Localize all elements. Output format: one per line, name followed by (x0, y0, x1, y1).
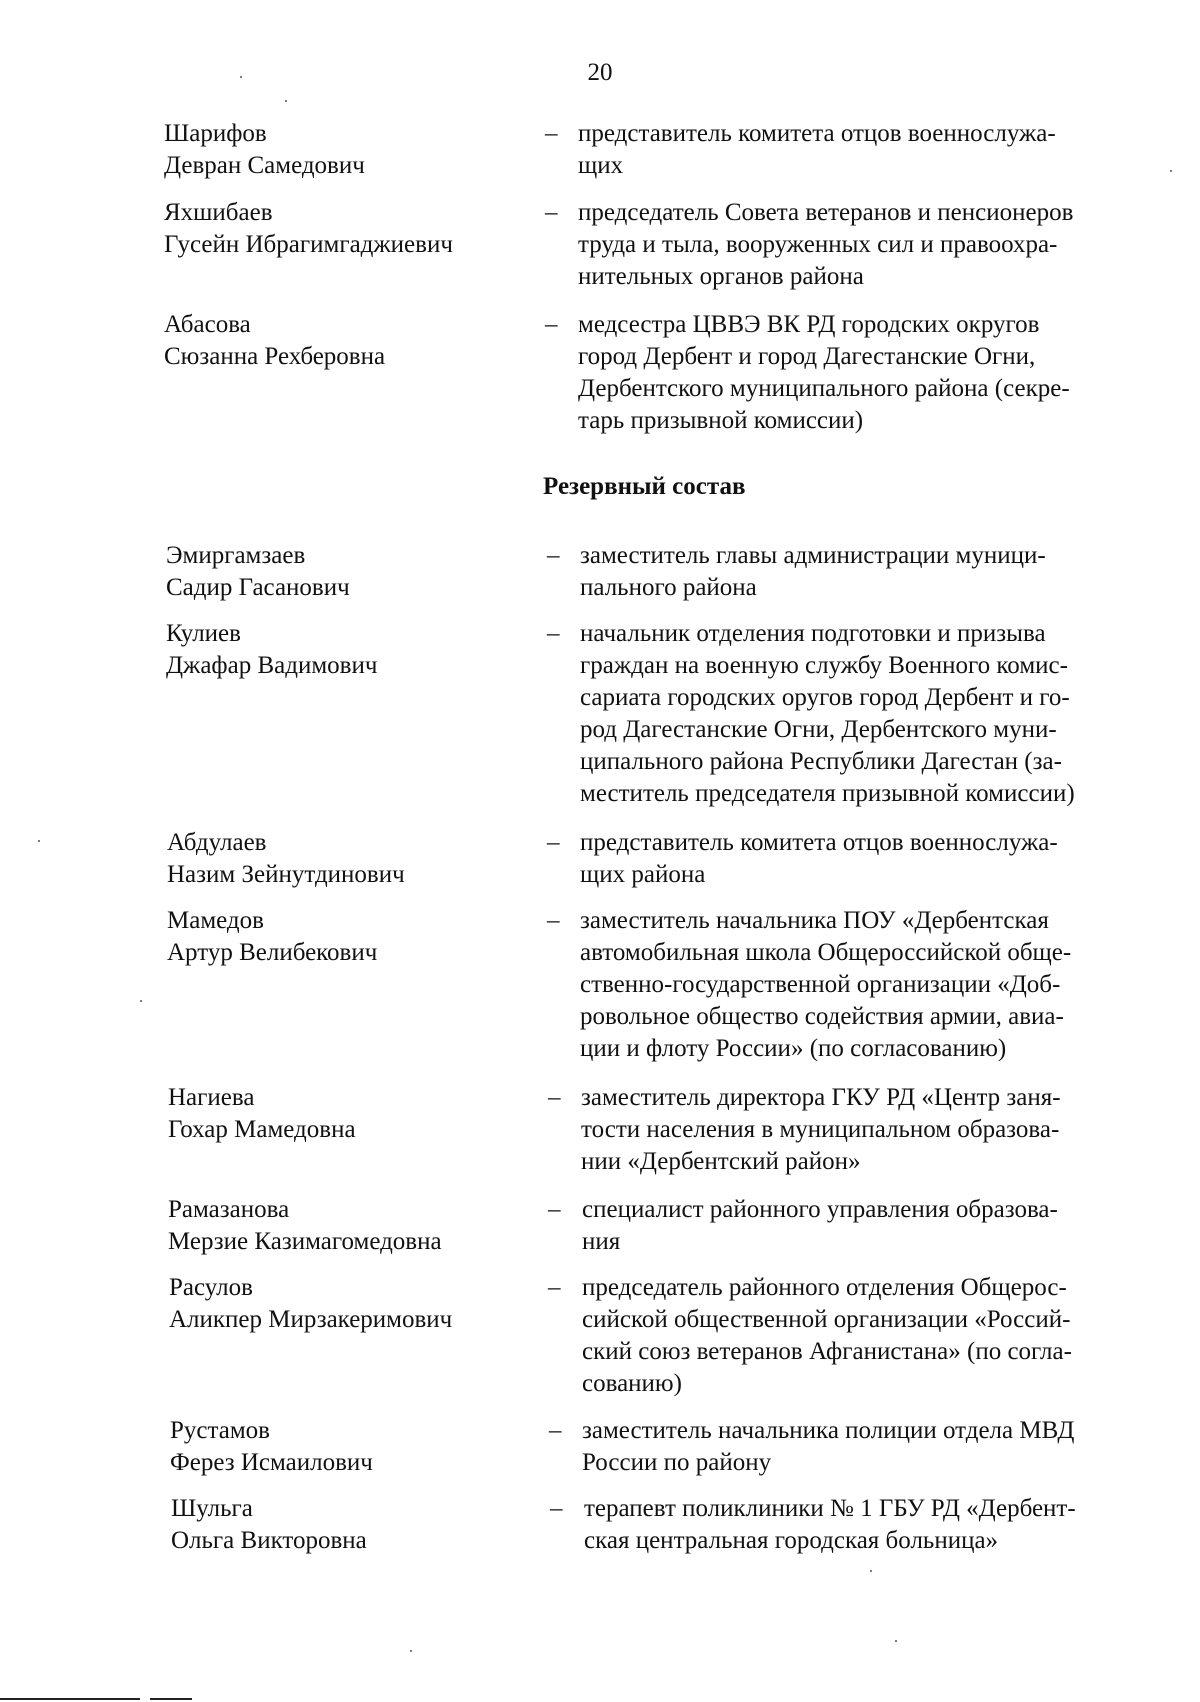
dash: – (545, 120, 558, 147)
member-name (164, 309, 385, 373)
member-name (167, 827, 405, 891)
reserve-section-title: Резервный состав (543, 473, 746, 500)
member-role: заместитель директора ГКУ РД «Центр заня- тости населения в муниципальном образова- нии «Дербентский район» (581, 1084, 1061, 1175)
scan-speck (870, 1570, 872, 1572)
member-surname: Нагиева (168, 1084, 255, 1111)
member-surname: Шарифов (164, 120, 267, 147)
member-given-name: Мерзие Казимагомедовна (168, 1228, 442, 1255)
member-given-name: Аликпер Мирзакеримович (169, 1306, 453, 1333)
member-surname: Рустамов (170, 1417, 270, 1444)
member-role: заместитель начальника ПОУ «Дербентская автомобильная школа Общероссийской обще- ственно-государственной организации «Доб- ровольное общество содействия армии, авиа- ции и флоту России» (по согласованию) (580, 907, 1072, 1062)
member-name (166, 618, 377, 682)
dash: – (548, 1274, 561, 1301)
member-given-name: Гусейн Ибрагимгаджиевич (164, 231, 453, 258)
member-name (169, 1272, 452, 1336)
member-role: председатель Совета ветеранов и пенсионеров труда и тыла, вооруженных сил и правоохра- нительных органов района (578, 199, 1074, 290)
scan-speck (410, 1650, 412, 1652)
member-surname: Расулов (169, 1274, 253, 1301)
scan-speck (285, 100, 287, 102)
member-given-name: Девран Самедович (164, 152, 365, 179)
member-role: начальник отделения подготовки и призыва граждан на военную службу Военного комис- сариата городских оругов город Дербент и го- род Дагестанские Огни, Дербентского муни- ципального района Республики Дагестан (за- меститель председателя призывной комиссии) (580, 620, 1075, 807)
member-surname: Эмиргамзаев (166, 542, 306, 569)
member-role: представитель комитета отцов военнослужа- щих района (580, 829, 1058, 888)
page-number: 20 (587, 59, 613, 86)
scan-speck (38, 840, 40, 842)
member-given-name: Джафар Вадимович (166, 652, 378, 679)
member-role: медсестра ЦВВЭ ВК РД городских округов город Дербент и город Дагестанские Огни, Дербентского муниципального района (секре- тарь призывной комиссии) (578, 311, 1070, 434)
dash: – (547, 620, 560, 647)
member-surname: Яхшибаев (164, 199, 273, 226)
member-given-name: Садир Гасанович (166, 574, 350, 601)
member-name (164, 197, 453, 261)
member-name (170, 1415, 373, 1479)
scan-speck (240, 76, 242, 78)
member-name (171, 1493, 367, 1557)
member-role: терапевт поликлиники № 1 ГБУ РД «Дербент- ская центральная городская больница» (584, 1495, 1076, 1554)
member-name (167, 905, 377, 969)
dash: – (547, 829, 560, 856)
member-surname: Абасова (164, 311, 251, 338)
member-role: представитель комитета отцов военнослужа- щих (578, 120, 1056, 179)
member-given-name: Назим Зейнутдинович (167, 861, 405, 888)
member-given-name: Ольга Викторовна (171, 1527, 367, 1554)
member-surname: Кулиев (166, 620, 241, 647)
dash: – (545, 311, 558, 338)
member-name (166, 540, 350, 604)
scan-edge-line (0, 1698, 140, 1700)
member-name (168, 1082, 356, 1146)
dash: – (548, 1084, 561, 1111)
member-role: специалист районного управления образова- ния (582, 1196, 1058, 1255)
member-role: заместитель начальника полиции отдела МВД России по району (582, 1417, 1075, 1476)
scan-speck (1170, 170, 1172, 172)
dash: – (545, 199, 558, 226)
member-given-name: Сюзанна Рехберовна (164, 343, 386, 370)
dash: – (548, 1196, 561, 1223)
member-role: заместитель главы администрации муници- пального района (580, 542, 1046, 601)
member-given-name: Ферез Исмаилович (170, 1449, 373, 1476)
member-surname: Мамедов (167, 907, 264, 934)
dash: – (547, 907, 560, 934)
member-name (168, 1194, 442, 1258)
dash: – (549, 1417, 562, 1444)
scan-edge-line (150, 1698, 192, 1700)
scan-speck (140, 1000, 142, 1002)
dash: – (550, 1495, 563, 1522)
scan-speck (895, 1640, 897, 1642)
member-role: председатель районного отделения Общерос- сийской общественной организации «Россий- ский союз ветеранов Афганистана» (по согла- сованию) (582, 1274, 1072, 1397)
member-surname: Абдулаев (167, 829, 267, 856)
dash: – (547, 542, 560, 569)
member-given-name: Артур Велибекович (167, 939, 378, 966)
member-surname: Шульга (171, 1495, 253, 1522)
member-given-name: Гохар Мамедовна (168, 1116, 356, 1143)
member-name (164, 118, 365, 182)
member-surname: Рамазанова (168, 1196, 290, 1223)
